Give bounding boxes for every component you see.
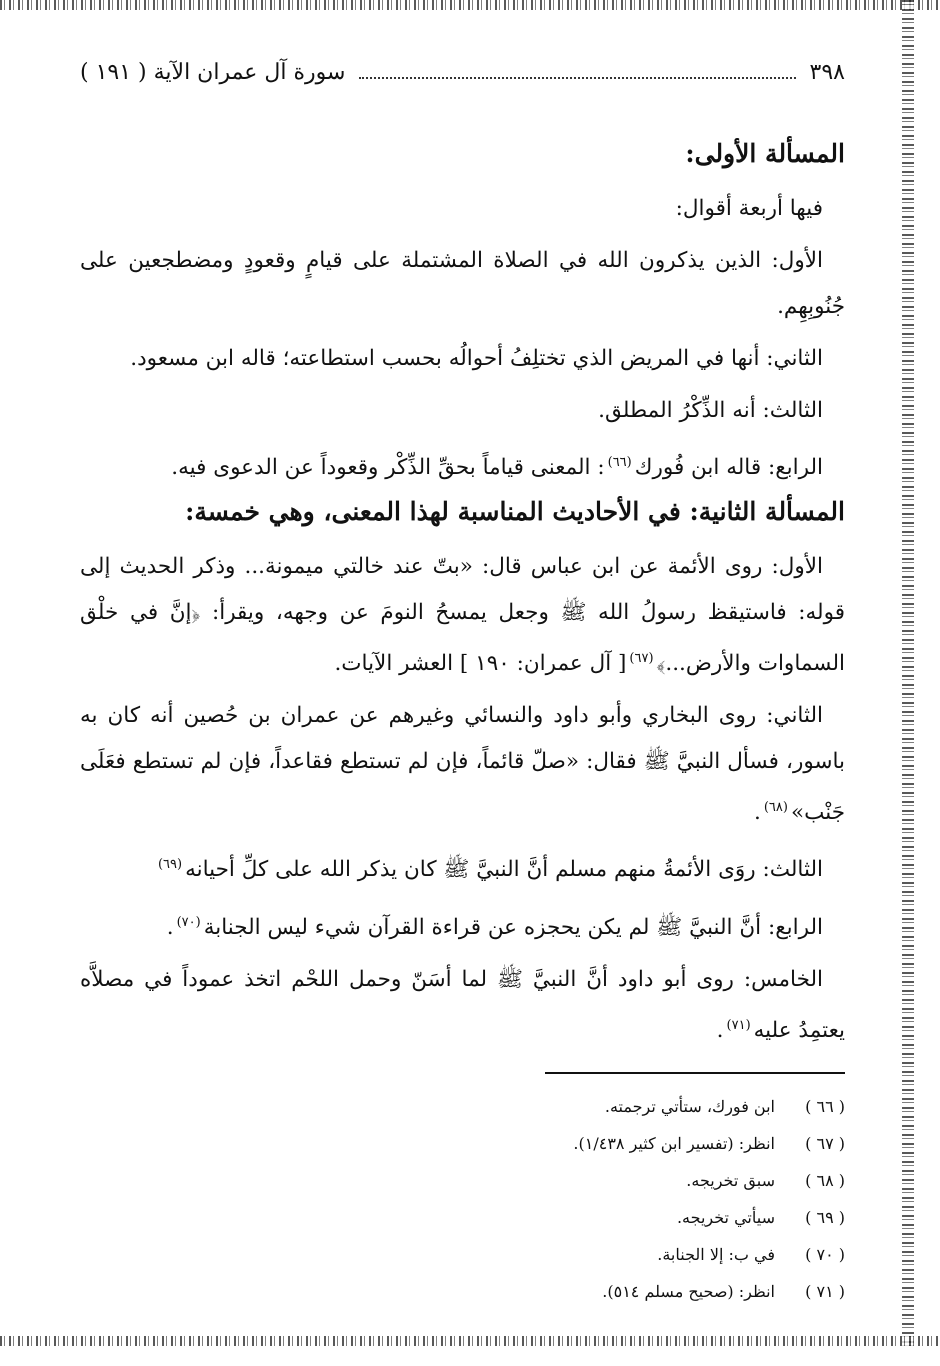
footnote-ref-69: (٦٩) xyxy=(157,857,183,873)
book-page xyxy=(80,60,845,1330)
paragraph-hadith-3 xyxy=(80,842,845,893)
paragraph-opinion-4 xyxy=(80,440,845,491)
hadith-2-text-b: . xyxy=(753,800,761,826)
footnote-number: ( ٧٠ ) xyxy=(805,1244,845,1264)
footnotes-list xyxy=(80,1088,845,1310)
page-number: ٣٩٨ xyxy=(809,60,845,85)
paragraph-hadith-1 xyxy=(80,544,845,687)
footnote-text: سيأتي تخريجه. xyxy=(676,1207,775,1227)
footnote-67 xyxy=(80,1125,845,1162)
hadith-5-text-a: الخامس: روى أبو داود أنَّ النبيَّ ﷺ لما أسَنّ وحمل اللحْم اتخذ عموداً في مصلاَّه يعتمِدُ عليه xyxy=(80,966,845,1043)
section-heading-second: المسألة الثانية: في الأحاديث المناسبة لهذا المعنى، وهي خمسة: xyxy=(185,497,845,527)
footnote-ref-71: (٧١) xyxy=(726,1017,751,1033)
footnote-70 xyxy=(80,1236,845,1273)
hadith-4-text-b: . xyxy=(166,914,174,940)
footnote-66 xyxy=(80,1088,845,1125)
footnote-separator xyxy=(545,1072,845,1074)
footnote-number: ( ٦٧ ) xyxy=(805,1133,845,1153)
paragraph-hadith-5 xyxy=(80,957,845,1054)
ornamental-border-right xyxy=(902,0,914,1346)
footnote-text: ابن فورك، ستأتي ترجمته. xyxy=(604,1096,775,1116)
ornamental-border-top xyxy=(0,0,940,10)
footnote-68 xyxy=(80,1162,845,1199)
footnote-number: ( ٦٦ ) xyxy=(805,1096,845,1116)
hadith-1-text-a: الأول: روى الأئمة عن ابن عباس قال: «بتّ عند خالتي ميمونة... وذكر الحديث إلى قوله: فاستيقظ رسولُ الله ﷺ وجعل يمسحُ النومَ عن وجهه، ويقرأ: ﴿إنَّ في خلْق السماوات والأرض...﴾ xyxy=(80,554,845,677)
paragraph-opinion-1: الأول: الذين يذكرون الله في الصلاة المشتملة على قيامٍ وقعودٍ ومضطجعين على جُنُوبِهِم. xyxy=(80,248,845,319)
footnote-number: ( ٦٨ ) xyxy=(805,1170,845,1190)
hadith-1-text-b: [ آل عمران: ١٩٠ ] العشر الآيات. xyxy=(334,651,627,677)
paragraph-opinion-3: الثالث: أنه الذِّكْرُ المطلق. xyxy=(598,398,823,423)
paragraph-hadith-2 xyxy=(80,693,845,836)
chapter-title: سورة آل عمران الآية ( ١٩١ ) xyxy=(80,60,346,85)
paragraph-intro: فيها أربعة أقوال: xyxy=(675,196,823,221)
hadith-5-text-b: . xyxy=(716,1017,724,1043)
hadith-4-text-a: الرابع: أنَّ النبيَّ ﷺ لم يكن يحجزه عن قراءة القرآن شيء ليس الجنابة xyxy=(203,914,823,940)
opinion-4-text-b: : المعنى قياماً بحقِّ الذِّكْر وقعوداً عن الدعوى فيه. xyxy=(171,455,605,481)
footnote-ref-68: (٦٨) xyxy=(763,800,788,816)
footnote-text: انظر: (تفسير ابن كثير ١/٤٣٨). xyxy=(573,1133,775,1153)
hadith-3-text-a: الثالث: روَى الأئمةُ منهم مسلم أنَّ النبيَّ ﷺ كان يذكر الله على كلِّ أحيانه xyxy=(185,857,823,883)
footnote-text: سبق تخريجه. xyxy=(686,1170,775,1190)
footnote-number: ( ٧١ ) xyxy=(805,1281,845,1301)
footnote-ref-70: (٧٠) xyxy=(176,914,201,930)
footnote-69 xyxy=(80,1199,845,1236)
opinion-4-text-a: الرابع: قاله ابن فُورك xyxy=(634,455,823,481)
footnote-text: في ب: إلا الجنابة. xyxy=(657,1244,775,1264)
footnote-text: انظر: (صحيح مسلم ٥١٤). xyxy=(602,1281,775,1301)
footnote-number: ( ٦٩ ) xyxy=(805,1207,845,1227)
running-head xyxy=(80,60,845,91)
paragraph-opinion-2: الثاني: أنها في المريض الذي تختلِفُ أحوالُه بحسب استطاعته؛ قاله ابن مسعود. xyxy=(130,346,823,371)
paragraph-hadith-4 xyxy=(80,900,845,951)
header-dots xyxy=(359,65,795,79)
footnote-71 xyxy=(80,1273,845,1310)
section-heading-first: المسألة الأولى: xyxy=(685,139,845,168)
hadith-2-text-a: الثاني: روى البخاري وأبو داود والنسائي وغيرهم عن عمران بن حُصين أنه كان به باسور، فسأل النبيَّ ﷺ فقال: «صلّ قائماً، فإن لم تستطع فقاعداً، فإن لم تستطع فعَلَى جَنْب» xyxy=(80,703,845,826)
footnote-ref-66: (٦٦) xyxy=(607,455,632,470)
footnote-ref-67: (٦٧) xyxy=(629,651,654,667)
ornamental-border-bottom xyxy=(0,1336,940,1346)
